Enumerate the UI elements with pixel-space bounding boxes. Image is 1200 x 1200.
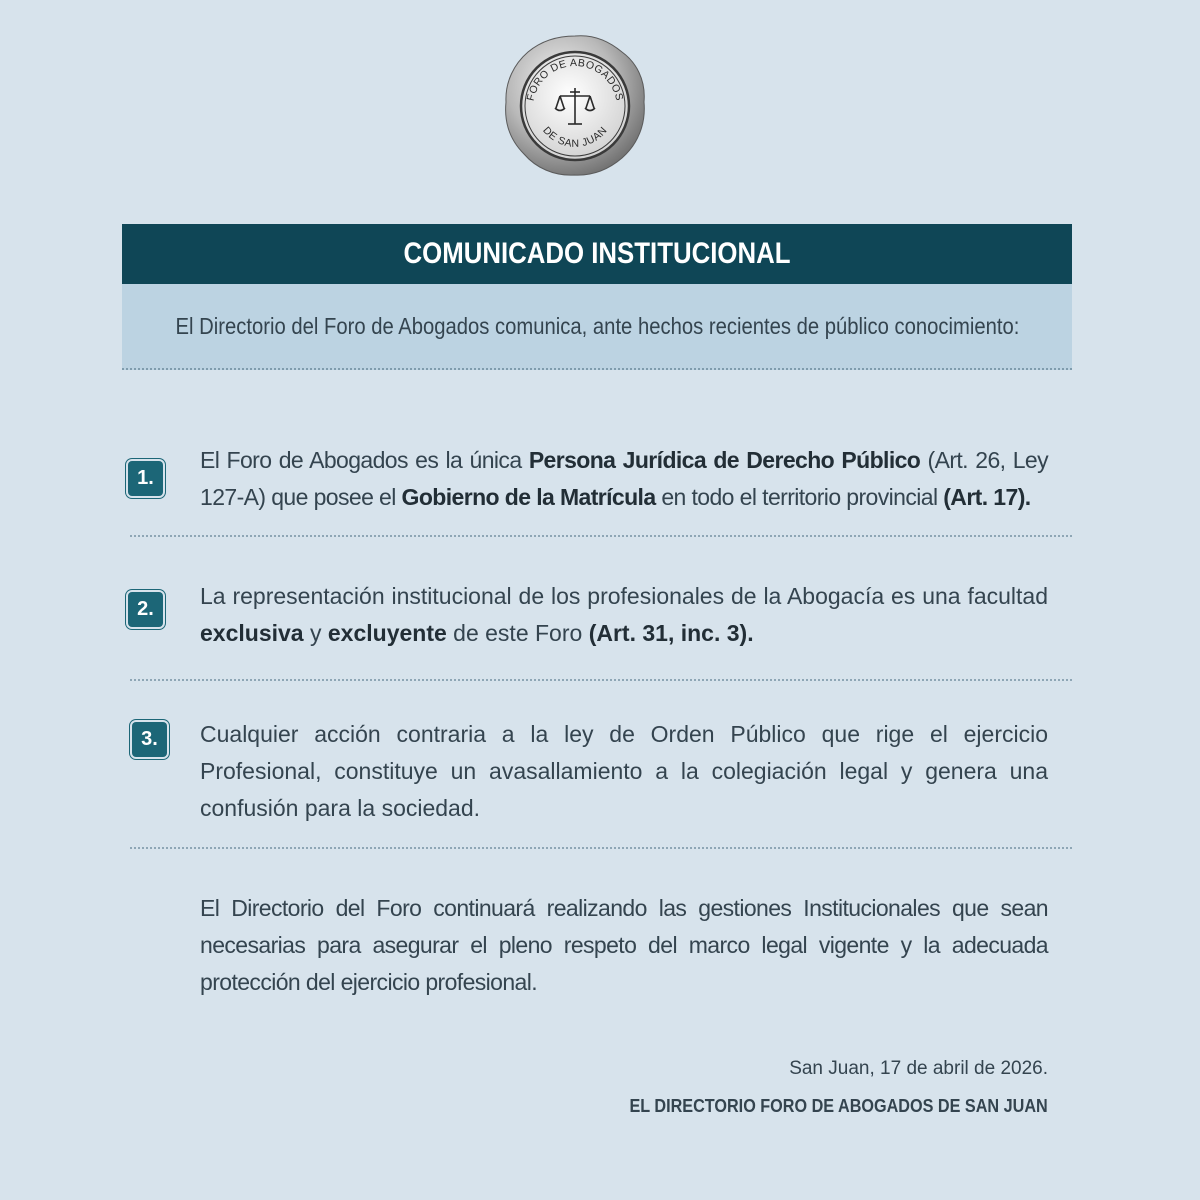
divider xyxy=(130,679,1072,681)
intro-text: El Directorio del Foro de Abogados comunica, ante hechos recientes de público conocimiento: xyxy=(175,312,1019,339)
list-item-1 xyxy=(128,442,1050,522)
number-badge: 2. xyxy=(128,592,163,627)
divider xyxy=(130,847,1072,849)
date-line: San Juan, 17 de abril de 2026. xyxy=(789,1058,1048,1079)
list-item-2 xyxy=(128,578,1050,658)
svg-text:FORO DE ABOGADOS: FORO DE ABOGADOS xyxy=(524,56,626,103)
divider xyxy=(130,535,1072,537)
signature-line: EL DIRECTORIO FORO DE ABOGADOS DE SAN JUAN xyxy=(629,1096,1048,1116)
page-title: COMUNICADO INSTITUCIONAL xyxy=(403,237,791,270)
intro-box xyxy=(122,284,1072,370)
svg-text:DE SAN JUAN: DE SAN JUAN xyxy=(540,124,610,150)
foro-seal-logo xyxy=(500,30,650,180)
header-bar xyxy=(122,224,1072,284)
number-badge: 1. xyxy=(128,461,163,496)
item-text: Cualquier acción contraria a la ley de Orden Público que rige el ejercicio Profesional, constituye un avasallamiento a la colegiación legal y genera una confusión para la sociedad. xyxy=(200,721,1048,821)
item-text: La representación institucional de los profesionales de la Abogacía es una facultad exclusiva y excluyente de este Foro (Art. 31, inc. 3). xyxy=(200,583,1048,646)
number-badge: 3. xyxy=(132,722,167,757)
item-text: El Foro de Abogados es la única Persona Jurídica de Derecho Público (Art. 26, Ley 127-A) que posee el Gobierno de la Matrícula en todo el territorio provincial (Art. 17). xyxy=(200,447,1048,510)
closing-paragraph: El Directorio del Foro continuará realizando las gestiones Institucionales que sean necesarias para asegurar el pleno respeto del marco legal vigente y la adecuada protección del ejercicio profesional. xyxy=(200,895,1048,995)
list-item-3 xyxy=(128,716,1050,831)
